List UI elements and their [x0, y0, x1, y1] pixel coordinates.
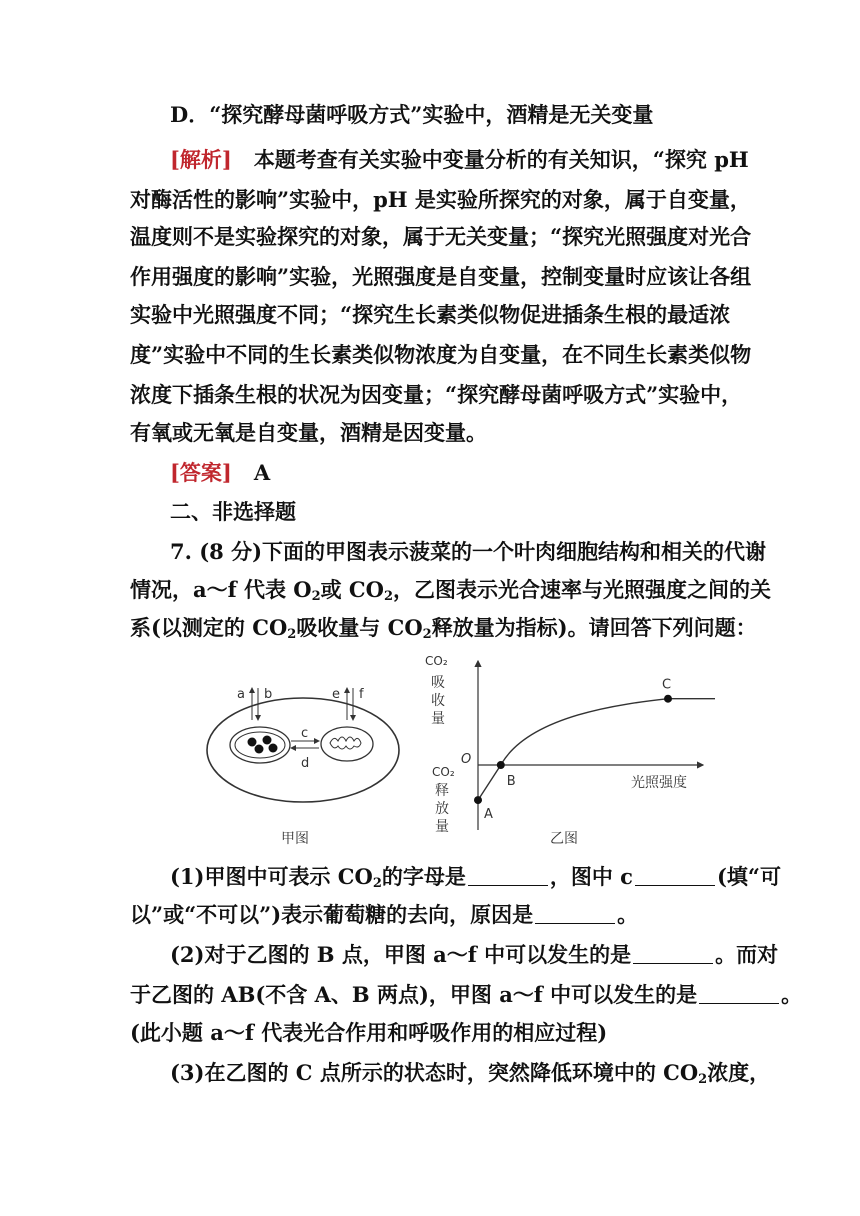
question-7-line-2: 情况，a～f 代表 $O_2$或 $CO_2$，乙图表示光合速率与光照强度之间的关 — [130, 577, 771, 604]
answer-blank[interactable] — [535, 903, 615, 924]
label-d: d — [301, 756, 310, 771]
analysis-line-6: 度”实验中不同的生长素类似物浓度为自变量，在不同生长素类似物 — [130, 342, 752, 367]
granum — [255, 745, 264, 754]
point-b — [497, 761, 505, 769]
analysis-line-5: 实验中光照强度不同；“探究生长素类似物促进插条生根的最适浓 — [130, 302, 731, 327]
answer-blank[interactable] — [699, 983, 779, 1004]
y-top-label-3: 收 — [431, 693, 445, 709]
cell-outline — [207, 698, 399, 802]
analysis-line-8: 有氧或无氧是自变量，酒精是因变量。 — [130, 420, 487, 445]
section-title: 二、非选择题 — [170, 499, 296, 524]
option-d: D．“探究酵母菌呼吸方式”实验中，酒精是无关变量 — [170, 102, 654, 127]
origin-label: O — [461, 752, 472, 767]
y-bottom-label-4: 量 — [435, 819, 449, 835]
answer-tag: [答案] — [170, 460, 232, 485]
answer-line — [170, 458, 770, 488]
y-top-label-4: 量 — [431, 711, 445, 727]
mitochondrion-cristae — [330, 737, 361, 749]
label-c: c — [301, 726, 309, 741]
q1-line-1: (1)甲图中可表示 $CO_2$的字母是 ，图中 c (填“可 — [170, 864, 781, 891]
analysis-line-4: 作用强度的影响”实验，光照强度是自变量，控制变量时应该让各组 — [130, 264, 752, 289]
q2-line-1: (2)对于乙图的 B 点，甲图 a～f 中可以发生的是 。而对 — [170, 942, 779, 967]
figure-yi — [425, 654, 715, 847]
point-a — [474, 796, 482, 804]
q2-line-3: (此小题 a～f 代表光合作用和呼吸作用的相应过程) — [130, 1020, 608, 1045]
y-top-label-2: 吸 — [431, 675, 445, 691]
granum — [248, 738, 257, 747]
x-axis-label: 光照强度 — [631, 775, 687, 791]
label-e: e — [332, 687, 340, 702]
y-top-label-1: CO₂ — [425, 654, 448, 668]
analysis-line-7: 浓度下插条生根的状况为因变量；“探究酵母菌呼吸方式”实验中， — [130, 382, 743, 407]
answer-blank[interactable] — [635, 865, 715, 886]
caption-yi: 乙图 — [550, 831, 578, 847]
y-bottom-label-2: 释 — [435, 783, 449, 799]
point-b-label: B — [506, 774, 516, 789]
label-a: a — [237, 687, 245, 702]
point-c — [664, 695, 672, 703]
answer-blank[interactable] — [633, 943, 713, 964]
question-7-line-1: 7. (8 分)下面的甲图表示菠菜的一个叶肉细胞结构和相关的代谢 — [170, 539, 767, 564]
analysis-text: 本题考查有关实验中变量分析的有关知识，“探究 pH — [253, 147, 749, 172]
q2-line-2: 于乙图的 AB(不含 A、B 两点)，甲图 a～f 中可以发生的是 。 — [130, 982, 803, 1007]
q3-line-1: (3)在乙图的 C 点所示的状态时，突然降低环境中的 $CO_2$浓度， — [170, 1060, 771, 1087]
mitochondrion-outline — [321, 727, 373, 761]
point-a-label: A — [484, 807, 493, 823]
answer-value: A — [253, 460, 271, 485]
analysis-line-2: 对酶活性的影响”实验中，pH 是实验所探究的对象，属于自变量， — [130, 187, 751, 212]
q1-line-2: 以”或“不可以”)表示葡萄糖的去向，原因是 。 — [130, 902, 639, 927]
analysis-line-1 — [170, 145, 770, 175]
label-f: f — [359, 687, 364, 702]
granum — [269, 744, 278, 753]
label-b: b — [264, 687, 273, 702]
y-bottom-label-3: 放 — [435, 801, 449, 817]
point-c-label: C — [662, 677, 672, 693]
y-bottom-label-1: CO₂ — [432, 765, 455, 779]
granum — [263, 736, 272, 745]
caption-jia: 甲图 — [281, 831, 309, 847]
figures — [195, 645, 715, 860]
analysis-tag: [解析] — [170, 147, 232, 172]
figure-jia — [207, 687, 399, 847]
answer-blank[interactable] — [468, 865, 548, 886]
question-7-line-3: 系(以测定的 $CO_2$吸收量与 $CO_2$释放量为指标)。请回答下列问题： — [130, 615, 757, 642]
analysis-line-3: 温度则不是实验探究的对象，属于无关变量；“探究光照强度对光合 — [130, 224, 752, 249]
